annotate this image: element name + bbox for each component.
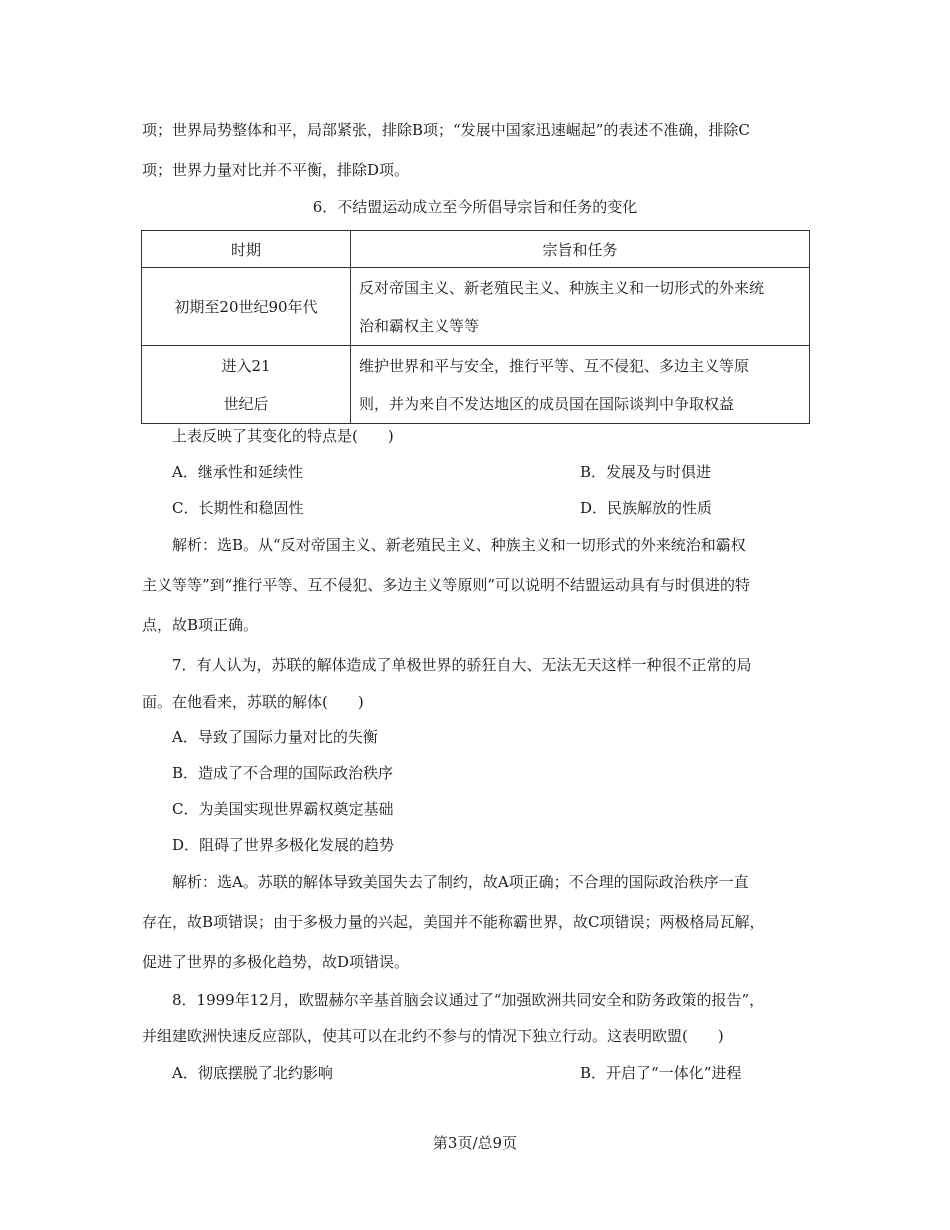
table-cell (142, 268, 351, 346)
analysis-line: 主义等等”到“推行平等、互不侵犯、多边主义等原则”可以说明不结盟运动具有与时俱进的特 (142, 576, 751, 594)
cell-line: 世纪后 (223, 394, 269, 413)
table-cell (351, 346, 810, 424)
option-b: B．发展及与时俱进 (580, 463, 712, 481)
analysis-line: 解析：选A。苏联的解体导致美国失去了制约，故A项正确；不合理的国际政治秩序一直 (172, 873, 749, 891)
text-line: 项；世界局势整体和平，局部紧张，排除B项；“发展中国家迅速崛起”的表述不准确，排除C (142, 121, 750, 139)
table-caption: 6．不结盟运动成立至今所倡导宗旨和任务的变化 (312, 198, 638, 216)
option-b: B．开启了“一体化”进程 (580, 1064, 742, 1082)
option-a: A．彻底摆脱了北约影响 (172, 1064, 333, 1082)
cell-line: 反对帝国主义、新老殖民主义、种族主义和一切形式的外来统 (359, 278, 765, 297)
cell-line: 初期至20世纪90年代 (174, 297, 318, 316)
option-b: B．造成了不合理的国际政治秩序 (172, 764, 394, 782)
question-stem: 8．1999年12月，欧盟赫尔辛基首脑会议通过了“加强欧洲共同安全和防务政策的报告”， (172, 991, 765, 1009)
analysis-line: 点，故B项正确。 (142, 616, 259, 634)
cell-line: 治和霸权主义等等 (359, 316, 480, 335)
table-row (142, 346, 810, 424)
option-d: D．民族解放的性质 (580, 499, 713, 517)
question-stem: 上表反映了其变化的特点是( ) (172, 427, 394, 445)
cell-line: 进入21 (221, 356, 271, 375)
column-header: 宗旨和任务 (351, 231, 810, 268)
analysis-line: 存在，故B项错误；由于多极力量的兴起，美国并不能称霸世界，故C项错误；两极格局瓦解， (142, 913, 765, 931)
table-header-row (142, 231, 810, 268)
question-stem: 7．有人认为，苏联的解体造成了单极世界的骄狂自大、无法无天这样一种很不正常的局 (172, 656, 752, 674)
option-c: C．长期性和稳固性 (172, 499, 304, 517)
page-number: 第3页/总9页 (432, 1134, 518, 1152)
option-a: A．导致了国际力量对比的失衡 (172, 728, 378, 746)
option-c: C．为美国实现世界霸权奠定基础 (172, 800, 394, 818)
column-header: 时期 (142, 231, 351, 268)
question-stem: 面。在他看来，苏联的解体( ) (142, 693, 364, 711)
option-d: D．阻碍了世界多极化发展的趋势 (172, 836, 395, 854)
analysis-line: 促进了世界的多极化趋势，故D项错误。 (142, 953, 410, 971)
option-a: A．继承性和延续性 (172, 463, 303, 481)
table-cell (351, 268, 810, 346)
table-cell (142, 346, 351, 424)
text-line: 项；世界力量对比并不平衡，排除D项。 (142, 161, 410, 179)
data-table (141, 230, 810, 424)
cell-line: 则，并为来自不发达地区的成员国在国际谈判中争取权益 (359, 394, 735, 413)
table-row (142, 268, 810, 346)
question-stem: 并组建欧洲快速反应部队，使其可以在北约不参与的情况下独立行动。这表明欧盟( ) (142, 1027, 724, 1045)
cell-line: 维护世界和平与安全，推行平等、互不侵犯、多边主义等原 (359, 356, 750, 375)
analysis-line: 解析：选B。从“反对帝国主义、新老殖民主义、种族主义和一切形式的外来统治和霸权 (172, 536, 746, 554)
